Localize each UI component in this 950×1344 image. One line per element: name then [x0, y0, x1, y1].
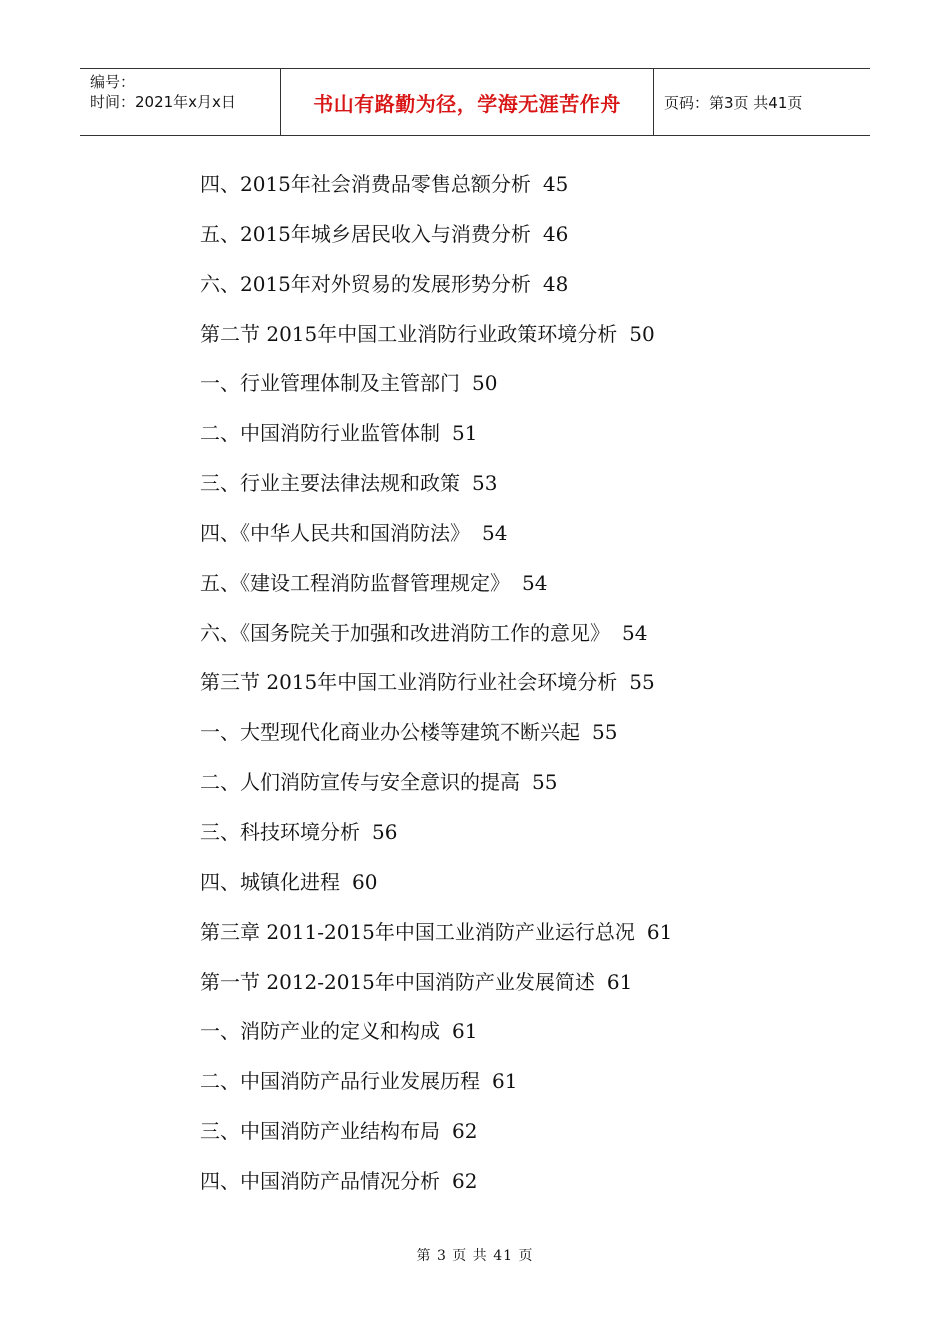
page-header	[80, 68, 870, 136]
toc-entry-page: 62	[452, 1119, 478, 1144]
toc-entry-page: 61	[452, 1019, 478, 1044]
toc-entry-title: 三、行业主要法律法规和政策	[200, 471, 460, 496]
toc-entry[interactable]	[200, 814, 840, 864]
toc-entry-page: 61	[646, 919, 673, 944]
toc-entry[interactable]	[200, 515, 840, 565]
toc-entry-title: 二、中国消防行业监管体制	[200, 421, 440, 446]
toc-entry-title: 第三章 2011-2015年中国工业消防产业运行总况	[200, 919, 635, 944]
toc-entry-page: 55	[532, 770, 558, 795]
toc-entry-page: 55	[629, 670, 655, 695]
table-of-contents	[200, 166, 840, 1213]
toc-entry-title: 四、中国消防产品情况分析	[200, 1168, 440, 1193]
toc-entry-page: 62	[452, 1168, 478, 1193]
toc-entry[interactable]	[200, 415, 840, 465]
header-meta	[80, 69, 281, 135]
toc-entry-title: 三、科技环境分析	[200, 819, 360, 844]
toc-entry[interactable]	[200, 1163, 840, 1213]
toc-entry-title: 六、《国务院关于加强和改进消防工作的意见》	[200, 620, 610, 645]
toc-entry-page: 50	[472, 371, 498, 396]
toc-entry[interactable]	[200, 465, 840, 515]
toc-entry-page: 53	[472, 471, 498, 496]
toc-entry-title: 二、中国消防产品行业发展历程	[200, 1069, 480, 1094]
toc-entry[interactable]	[200, 914, 840, 964]
toc-entry-title: 五、《建设工程消防监督管理规定》	[200, 570, 510, 595]
toc-entry[interactable]	[200, 316, 840, 366]
toc-entry-title: 第一节 2012-2015年中国消防产业发展简述	[200, 969, 595, 994]
toc-entry-page: 61	[606, 969, 633, 994]
toc-entry-title: 四、城镇化进程	[200, 869, 340, 894]
toc-entry[interactable]	[200, 764, 840, 814]
toc-entry-title: 一、大型现代化商业办公楼等建筑不断兴起	[200, 720, 580, 745]
toc-entry-title: 一、行业管理体制及主管部门	[200, 371, 460, 396]
toc-entry-page: 56	[372, 819, 398, 844]
toc-entry-title: 四、《中华人民共和国消防法》	[200, 520, 470, 545]
toc-entry[interactable]	[200, 166, 840, 216]
header-motto: 书山有路勤为径，学海无涯苦作舟	[281, 69, 654, 135]
toc-entry-page: 45	[542, 172, 569, 196]
toc-entry[interactable]	[200, 1113, 840, 1163]
toc-entry[interactable]	[200, 365, 840, 415]
toc-entry-page: 50	[629, 321, 655, 346]
document-number-label: 编号：	[90, 73, 136, 91]
toc-entry[interactable]	[200, 266, 840, 316]
header-page-info: 页码：第3页 共41页	[664, 93, 803, 112]
page-footer: 第 3 页 共 41 页	[416, 1248, 534, 1264]
toc-entry-title: 第二节 2015年中国工业消防行业政策环境分析	[200, 321, 618, 346]
toc-entry-title: 六、2015年对外贸易的发展形势分析	[200, 271, 531, 296]
toc-entry-title: 第三节 2015年中国工业消防行业社会环境分析	[200, 670, 618, 695]
toc-entry[interactable]	[200, 216, 840, 266]
toc-entry-page: 60	[352, 869, 378, 894]
toc-entry-title: 三、中国消防产业结构布局	[200, 1119, 440, 1144]
toc-entry-page: 51	[452, 421, 478, 446]
toc-entry[interactable]	[200, 714, 840, 764]
toc-entry[interactable]	[200, 1013, 840, 1063]
toc-entry-page: 54	[482, 520, 508, 545]
toc-entry[interactable]	[200, 864, 840, 914]
toc-entry-title: 二、人们消防宣传与安全意识的提高	[200, 770, 520, 795]
toc-entry[interactable]	[200, 1063, 840, 1113]
toc-entry-page: 46	[542, 221, 569, 246]
toc-entry-page: 54	[622, 620, 648, 645]
toc-entry[interactable]	[200, 664, 840, 714]
toc-entry-title: 五、2015年城乡居民收入与消费分析	[200, 221, 531, 246]
document-time-label: 时间：2021年x月x日	[90, 93, 236, 111]
toc-entry[interactable]	[200, 964, 840, 1014]
toc-entry-page: 55	[592, 720, 618, 745]
toc-entry-page: 54	[522, 570, 548, 595]
toc-entry-title: 一、消防产业的定义和构成	[200, 1019, 440, 1044]
toc-entry[interactable]	[200, 565, 840, 615]
toc-entry-page: 48	[542, 271, 569, 296]
toc-entry[interactable]	[200, 615, 840, 665]
toc-entry-page: 61	[492, 1069, 518, 1094]
toc-entry-title: 四、2015年社会消费品零售总额分析	[200, 172, 531, 196]
